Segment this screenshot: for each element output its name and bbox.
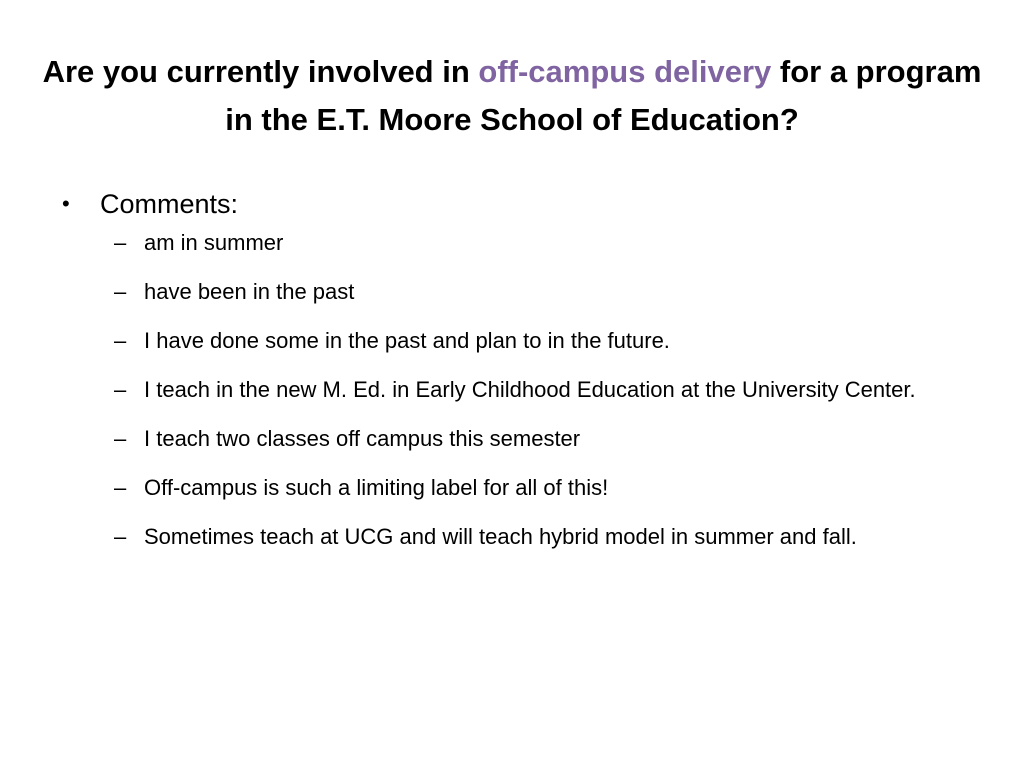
title-text-before: Are you currently involved in	[42, 54, 479, 89]
comment-text: Off-campus is such a limiting label for all of this!	[144, 475, 609, 500]
comments-list	[114, 226, 982, 554]
dash-icon: –	[114, 230, 127, 255]
comments-bullet	[62, 184, 982, 224]
comment-item	[114, 324, 982, 358]
comment-item	[114, 275, 982, 309]
bullet-icon: •	[62, 191, 70, 216]
slide-title	[40, 48, 984, 144]
dash-icon: –	[114, 377, 127, 402]
dash-icon: –	[114, 426, 127, 451]
comment-item	[114, 422, 982, 456]
comment-text: I teach two classes off campus this semester	[144, 426, 581, 451]
dash-icon: –	[114, 524, 127, 549]
comment-text: I teach in the new M. Ed. in Early Childhood Education at the University Center.	[144, 377, 916, 402]
title-text-after: for a program in the E.T. Moore School of Education?	[225, 54, 982, 137]
comment-item	[114, 471, 982, 505]
title-highlight: off-campus delivery	[478, 54, 772, 89]
dash-icon: –	[114, 279, 127, 304]
comment-text: have been in the past	[144, 279, 355, 304]
comments-heading: Comments:	[100, 189, 239, 219]
dash-icon: –	[114, 475, 127, 500]
dash-icon: –	[114, 328, 127, 353]
comment-item	[114, 520, 982, 554]
comment-text: Sometimes teach at UCG and will teach hybrid model in summer and fall.	[144, 524, 857, 549]
comment-item	[114, 373, 982, 407]
slide-content	[62, 184, 982, 569]
comment-text: am in summer	[144, 230, 284, 255]
comment-item	[114, 226, 982, 260]
comment-text: I have done some in the past and plan to in the future.	[144, 328, 670, 353]
